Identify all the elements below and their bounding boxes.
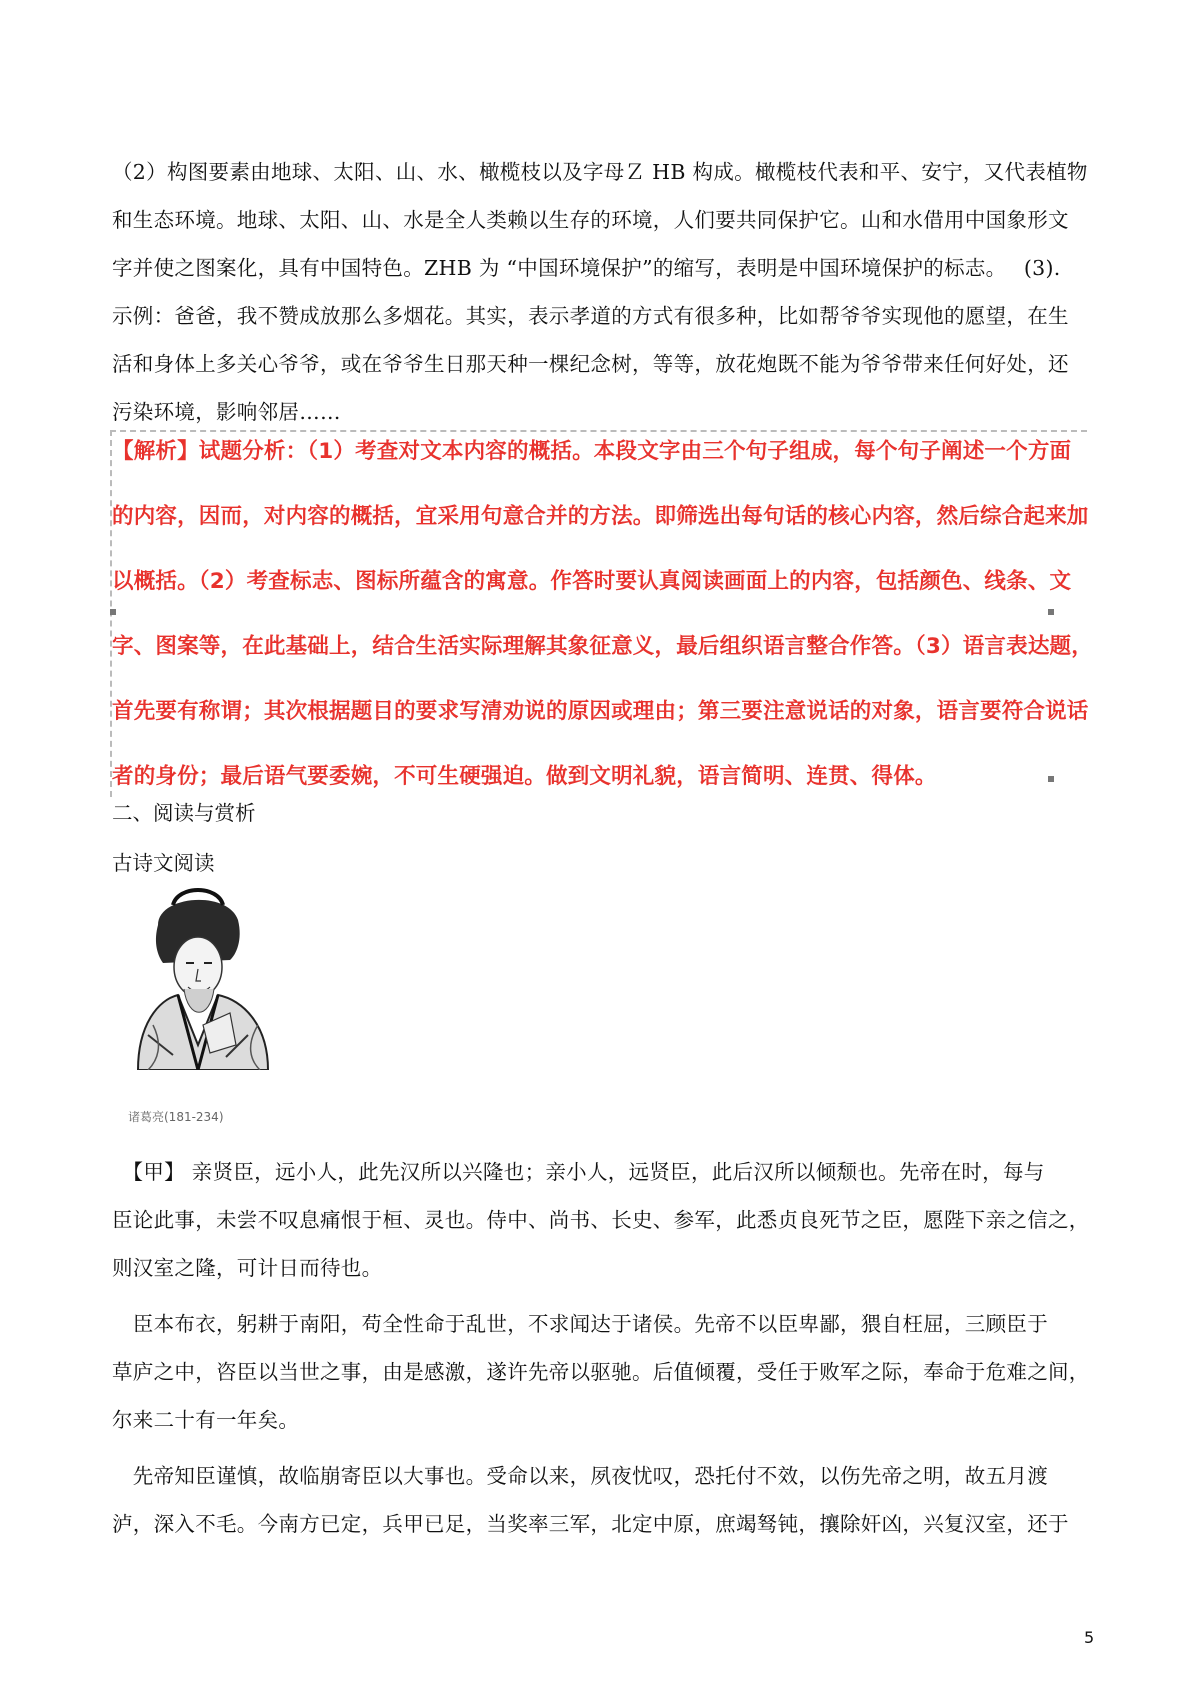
frame-handle-marker bbox=[1048, 776, 1054, 782]
text-line: 和生态环境。地球、太阳、山、水是全人类赖以生存的环境，人们要共同保护它。山和水借用中国象形文 bbox=[112, 208, 1069, 232]
text-line: 污染环境，影响邻居…… bbox=[112, 400, 341, 424]
section-title: 二、阅读与赏析 bbox=[112, 801, 256, 825]
text-line: 先帝知臣谨慎，故临崩寄臣以大事也。受命以来，夙夜忧叹，恐托付不效，以伤先帝之明，故五月渡 bbox=[112, 1464, 1048, 1488]
answer-paragraph bbox=[112, 148, 1097, 436]
frame-handle-marker bbox=[1048, 609, 1054, 615]
analysis-line: 的内容，因而，对内容的概括，宜采用句意合并的方法。即筛选出每句话的核心内容，然后综合起来加 bbox=[112, 504, 1089, 529]
passage-paragraph-1 bbox=[112, 1148, 1097, 1292]
text-line: 字并使之图案化，具有中国特色。ZHB 为 “中国环境保护”的缩写，表明是中国环境保护的标志。 (3). bbox=[112, 256, 1061, 280]
text-line: 示例：爸爸，我不赞成放那么多烟花。其实，表示孝道的方式有很多种，比如帮爷爷实现他的愿望，在生 bbox=[112, 304, 1069, 328]
text-line: 泸，深入不毛。今南方已定，兵甲已足，当奖率三军，北定中原，庶竭驽钝，攘除奸凶，兴复汉室，还于 bbox=[112, 1512, 1069, 1536]
text-line: 臣论此事，未尝不叹息痛恨于桓、灵也。侍中、尚书、长史、参军，此悉贞良死节之臣，愿陛下亲之信之， bbox=[112, 1208, 1090, 1232]
text-line: 草庐之中，咨臣以当世之事，由是感激，遂许先帝以驱驰。后值倾覆，受任于败军之际，奉命于危难之间， bbox=[112, 1360, 1090, 1384]
zhuge-liang-portrait bbox=[118, 885, 283, 1070]
analysis-line: 者的身份；最后语气要委婉，不可生硬强迫。做到文明礼貌，语言简明、连贯、得体。 bbox=[112, 764, 937, 789]
frame-handle-marker bbox=[110, 609, 116, 615]
analysis-line: 【解析】试题分析：（1）考查对文本内容的概括。本段文字由三个句子组成，每个句子阐述一个方面 bbox=[112, 439, 1072, 464]
text-line: 尔来二十有一年矣。 bbox=[112, 1408, 300, 1432]
analysis-line: 首先要有称谓；其次根据题目的要求写清劝说的原因或理由；第三要注意说话的对象，语言要符合说话 bbox=[112, 699, 1089, 724]
subsection-title: 古诗文阅读 bbox=[112, 851, 215, 875]
analysis-line: 字、图案等，在此基础上，结合生活实际理解其象征意义，最后组织语言整合作答。（3）语言表达题， bbox=[112, 634, 1093, 659]
passage-paragraph-2 bbox=[112, 1300, 1097, 1444]
analysis-line: 以概括。（2）考查标志、图标所蕴含的寓意。作答时要认真阅读画面上的内容，包括颜色、线条、文 bbox=[112, 569, 1072, 594]
text-line: 【甲】 亲贤臣，远小人，此先汉所以兴隆也；亲小人，远贤臣，此后汉所以倾颓也。先帝在时，每与 bbox=[112, 1160, 1045, 1184]
analysis-box bbox=[110, 430, 1093, 797]
text-line: 活和身体上多关心爷爷，或在爷爷生日那天种一棵纪念树，等等，放花炮既不能为爷爷带来任何好处，还 bbox=[112, 352, 1069, 376]
portrait-caption: 诸葛亮(181-234) bbox=[128, 1110, 224, 1124]
text-line: 则汉室之隆，可计日而待也。 bbox=[112, 1256, 383, 1280]
text-line: （2）构图要素由地球、太阳、山、水、橄榄枝以及字母Ｚ HB 构成。橄榄枝代表和平、安宁，又代表植物 bbox=[112, 160, 1088, 184]
passage-paragraph-3 bbox=[112, 1452, 1097, 1548]
page-number: 5 bbox=[1084, 1628, 1095, 1647]
text-line: 臣本布衣，躬耕于南阳，苟全性命于乱世，不求闻达于诸侯。先帝不以臣卑鄙，猥自枉屈，三顾臣于 bbox=[112, 1312, 1048, 1336]
